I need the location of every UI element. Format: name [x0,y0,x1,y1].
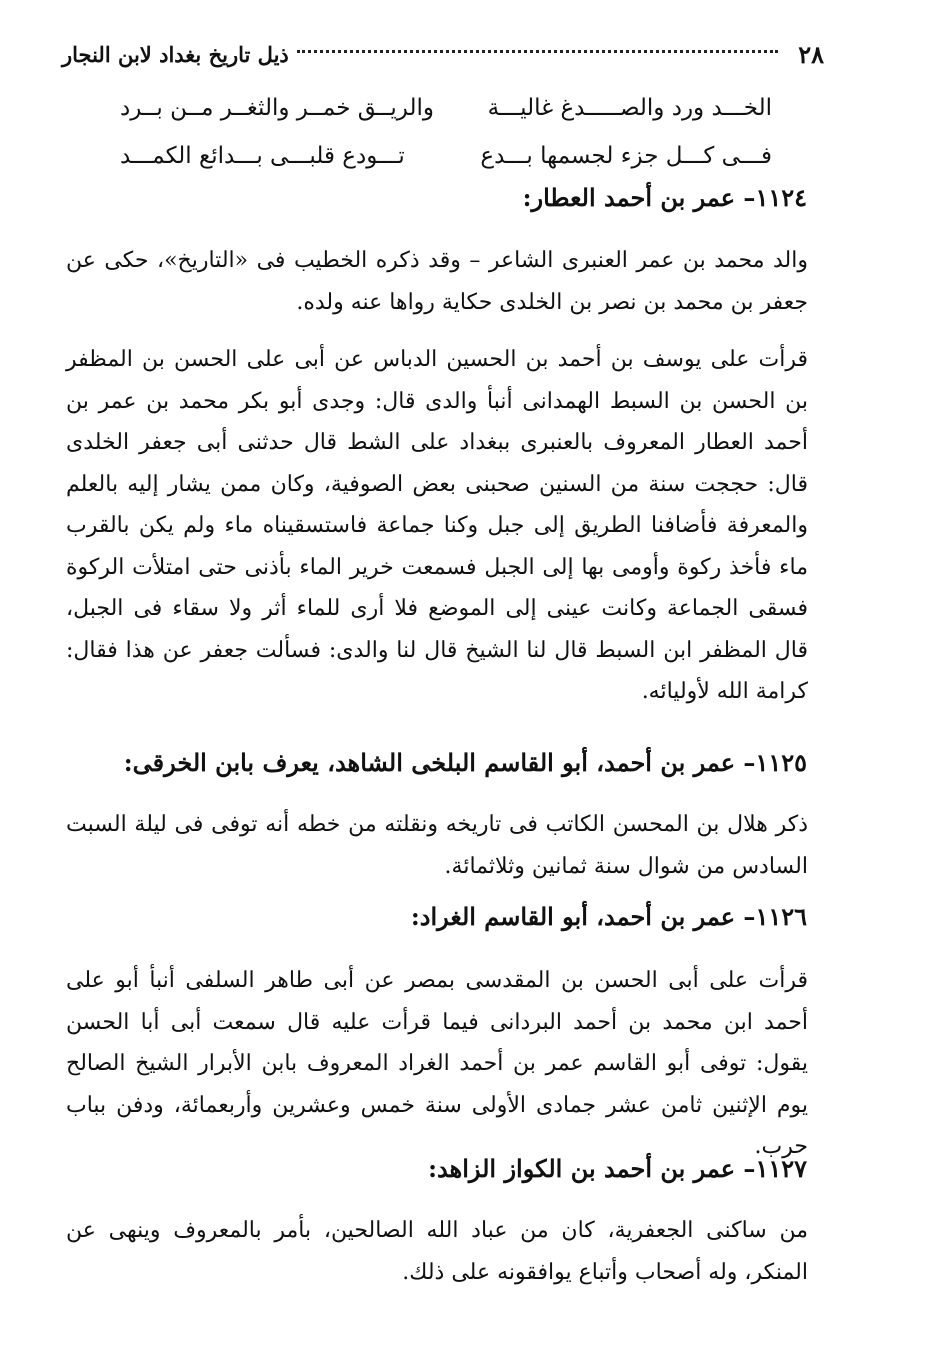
verse-line [120,132,772,180]
entry-heading-1124: ١١٢٤– عمر بن أحمد العطار: [522,183,807,212]
book-title: ذيل تاريخ بغداد لابن النجار [62,41,289,67]
header-leader-dots [297,50,778,53]
entry-paragraph: ذكر هلال بن المحسن الكاتب فى تاريخه ونقلته من خطه أنه توفى فى ليلة السبت السادس من شوال سنة ثمانين وثلاثمائة. [66,812,808,879]
poem-verses [120,84,772,180]
entry-heading-1127: ١١٢٧– عمر بن أحمد بن الكواز الزاهد: [428,1154,807,1183]
entry-paragraph: قرأت على يوسف بن أحمد بن الحسين الدباس عن أبى على الحسن بن المظفر بن الحسن بن السبط الهمدانى أنبأ والدى قال: وجدى أبو بكر محمد بن عمر بن أحمد العطار المعروف بالعنبرى ببغداد على الشط قال حدثنى أبى جعفر الخلدى قال: حججت سنة من السنين صحبنى بعض الصوفية، وكان ممن يشار إليه بالعلم والمعرفة فأضافنا الطريق إلى جبل وكنا جماعة فاستسقيناه ماء ولم يكن بالقرب ماء فأخذ ركوة وأومى بها إلى الجبل فسمعت خرير الماء بأذنى حتى امتلأت الركوة فسقى الجماعة وكانت عينى إلى الموضع فلا أرى للماء أثر ولا سقاء فى الجبل، قال المظفر ابن السبط قال لنا الشيخ قال لنا والدى: فسألت جعفر عن هذا فقال: كرامة الله لأوليائه. [66,347,808,704]
running-header [62,34,824,74]
entry-heading-1125: ١١٢٥– عمر بن أحمد، أبو القاسم البلخى الشاهد، يعرف بابن الخرقى: [123,748,807,777]
entry-paragraph: قرأت على أبى الحسن بن المقدسى بمصر عن أبى طاهر السلفى أنبأ أبو على أحمد ابن محمد بن أحمد البردانى فيما قرأت عليه قال سمعت أبى أبا الحسن يقول: توفى أبو القاسم عمر بن أحمد الغراد المعروف بابن الأبرار الشيخ الصالح يوم الإثنين ثامن عشر جمادى الأولى سنة خمس وعشرين وأربعمائة، ودفن بباب حرب. [66,968,808,1159]
verse-first-hemistich: فـــى كـــل جزء لجسمها بـــدع [480,143,772,169]
verse-first-hemistich: الخـــد ورد والصـــــدغ غاليـــة [487,95,772,121]
verse-second-hemistich: تـــودع قلبـــى بـــدائع الكمـــد [120,143,405,169]
entry-heading-1126: ١١٢٦– عمر بن أحمد، أبو القاسم الغراد: [410,902,807,931]
entry-paragraph: والد محمد بن عمر العنبرى الشاعر – وقد ذكره الخطيب فى «التاريخ»، حكى عن جعفر بن محمد بن نصر بن الخلدى حكاية رواها عنه ولده. [66,248,808,315]
entry-paragraph: من ساكنى الجعفرية، كان من عباد الله الصالحين، بأمر بالمعروف وينهى عن المنكر، وله أصحاب وأتباع يوافقونه على ذلك. [66,1218,808,1285]
page-number: ٢٨ [798,39,824,69]
verse-second-hemistich: والريــق خمــر والثغــر مــن بــرد [120,95,435,121]
verse-line [120,84,772,132]
